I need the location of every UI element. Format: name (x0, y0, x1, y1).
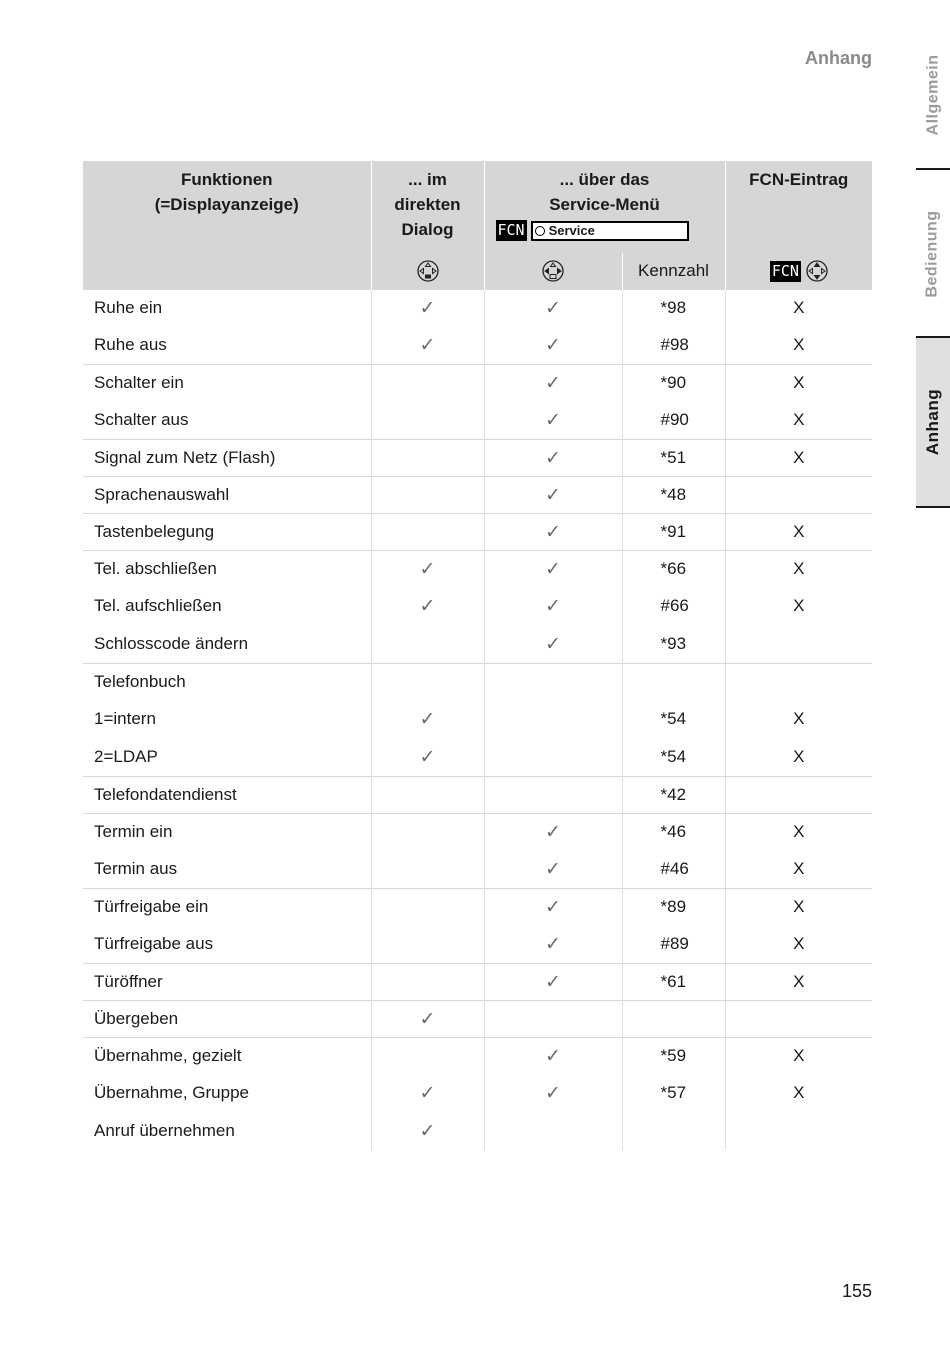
table-row (83, 889, 872, 926)
function-cell-text: Tel. abschließen (94, 559, 217, 578)
direct-dialog-cell (371, 551, 484, 588)
fcn-entry-cell (725, 1001, 872, 1038)
direct-dialog-cell (371, 964, 484, 1001)
direct-dialog-cell (371, 587, 484, 625)
table-row (83, 290, 872, 327)
checkmark-icon: ✓ (545, 521, 561, 543)
header-text: ... über das (559, 170, 650, 189)
service-menu-cell (484, 551, 622, 588)
fcn-entry-cell (725, 889, 872, 926)
function-cell (83, 964, 371, 1001)
kennzahl-cell-text: *66 (660, 559, 687, 578)
fcn-entry-cell (725, 514, 872, 551)
kennzahl-cell (622, 1074, 725, 1112)
checkmark-icon: ✓ (419, 334, 436, 356)
function-cell (83, 1001, 371, 1038)
side-tab-bedienung[interactable] (916, 170, 950, 338)
fcn-entry-cell (725, 477, 872, 514)
kennzahl-cell (622, 738, 725, 777)
function-cell-text: Übergeben (94, 1009, 179, 1028)
checkmark-icon: ✓ (545, 821, 561, 843)
checkmark-icon: ✓ (545, 409, 561, 431)
function-cell-text: Schlosscode ändern (94, 634, 249, 653)
section-title: Anhang (805, 48, 872, 68)
direct-dialog-cell (371, 700, 484, 738)
function-cell-text: Übernahme, Gruppe (94, 1083, 249, 1102)
fcn-entry-cell (725, 964, 872, 1001)
service-menu-cell (484, 1112, 622, 1150)
checkmark-icon: ✓ (419, 1082, 436, 1104)
fcn-entry-cell-text: X (793, 298, 805, 317)
radio-circle-icon (535, 226, 545, 236)
fcn-entry-cell (725, 1074, 872, 1112)
direct-dialog-cell (371, 477, 484, 514)
function-cell (83, 664, 371, 701)
fcn-entry-cell-text: X (793, 709, 805, 728)
direct-dialog-cell (371, 1074, 484, 1112)
function-cell (83, 889, 371, 926)
table-row (83, 625, 872, 664)
service-menu-cell (484, 664, 622, 701)
service-menu-cell (484, 1001, 622, 1038)
checkmark-icon: ✓ (545, 1082, 561, 1104)
function-cell (83, 1112, 371, 1150)
checkmark-icon: ✓ (545, 971, 561, 993)
function-cell (83, 290, 371, 327)
direct-dialog-cell (371, 365, 484, 402)
service-menu-cell (484, 925, 622, 964)
kennzahl-cell-text: *54 (660, 709, 687, 728)
checkmark-icon: ✓ (419, 1120, 436, 1142)
kennzahl-cell (622, 1038, 725, 1075)
function-cell (83, 514, 371, 551)
function-cell (83, 925, 371, 964)
fcn-entry-cell (725, 738, 872, 777)
header-text: Service-Menü (549, 195, 660, 214)
header-text: Dialog (401, 220, 454, 239)
kennzahl-cell-text: #98 (660, 335, 689, 354)
function-cell (83, 326, 371, 365)
side-tab-divider (916, 506, 950, 508)
function-cell (83, 401, 371, 440)
kennzahl-cell-text: #89 (660, 934, 689, 953)
kennzahl-cell (622, 477, 725, 514)
function-cell-text: Tel. aufschließen (94, 596, 222, 615)
function-cell (83, 814, 371, 851)
header-direkter-dialog (371, 161, 484, 253)
fcn-entry-cell-text: X (793, 1046, 805, 1065)
function-cell-text: 2=LDAP (94, 747, 158, 766)
header-text: ... im (408, 170, 447, 189)
service-menu-cell (484, 889, 622, 926)
direct-dialog-cell (371, 625, 484, 664)
kennzahl-cell (622, 365, 725, 402)
table-body (83, 290, 872, 1151)
kennzahl-cell (622, 700, 725, 738)
service-menu-cell (484, 814, 622, 851)
kennzahl-cell (622, 664, 725, 701)
service-display-row (485, 217, 725, 245)
kennzahl-cell (622, 290, 725, 327)
function-cell (83, 477, 371, 514)
kennzahl-cell-text: *90 (660, 373, 687, 392)
service-menu-cell (484, 401, 622, 440)
service-menu-cell (484, 514, 622, 551)
fcn-entry-cell (725, 440, 872, 477)
direct-dialog-cell (371, 401, 484, 440)
fcn-entry-cell (725, 401, 872, 440)
fcn-entry-cell (725, 587, 872, 625)
table-row (83, 440, 872, 477)
kennzahl-cell (622, 925, 725, 964)
checkmark-icon: ✓ (545, 297, 561, 319)
function-cell-text: 1=intern (94, 709, 156, 728)
fcn-entry-cell (725, 814, 872, 851)
table-row (83, 777, 872, 814)
side-tab-anhang[interactable] (916, 338, 950, 506)
kennzahl-cell (622, 326, 725, 365)
kennzahl-cell-text: *51 (660, 448, 687, 467)
subheader-nav-key (371, 253, 484, 290)
direct-dialog-cell (371, 814, 484, 851)
direct-dialog-cell (371, 1038, 484, 1075)
kennzahl-cell-text: *98 (660, 298, 687, 317)
function-cell (83, 551, 371, 588)
function-cell-text: Übernahme, gezielt (94, 1046, 242, 1065)
fcn-entry-cell (725, 1112, 872, 1150)
direct-dialog-cell (371, 326, 484, 365)
checkmark-icon: ✓ (545, 334, 561, 356)
fcn-entry-cell-text: X (793, 972, 805, 991)
function-cell-text: Türfreigabe aus (94, 934, 214, 953)
table-row (83, 1038, 872, 1075)
fcn-key-label: FCN (771, 261, 799, 280)
direct-dialog-cell (371, 850, 484, 889)
function-code-table (83, 161, 872, 1150)
function-cell-text: Sprachenauswahl (94, 485, 230, 504)
table-row (83, 587, 872, 625)
function-cell-text: Türöffner (94, 972, 163, 991)
checkmark-icon: ✓ (545, 1045, 561, 1067)
service-display-field (531, 221, 689, 241)
direct-dialog-cell (371, 925, 484, 964)
kennzahl-cell (622, 551, 725, 588)
function-cell-text: Schalter aus (94, 410, 189, 429)
kennzahl-cell-text: *93 (660, 634, 687, 653)
checkmark-icon: ✓ (545, 933, 561, 955)
function-cell-text: Termin aus (94, 859, 178, 878)
function-cell-text: Ruhe aus (94, 335, 167, 354)
service-menu-cell (484, 440, 622, 477)
checkmark-icon: ✓ (419, 595, 436, 617)
function-cell (83, 1038, 371, 1075)
kennzahl-cell (622, 814, 725, 851)
kennzahl-cell-text: *57 (660, 1083, 687, 1102)
kennzahl-cell-text: *54 (660, 747, 687, 766)
service-menu-cell (484, 625, 622, 664)
service-menu-cell (484, 700, 622, 738)
function-cell-text: Telefondatendienst (94, 785, 237, 804)
service-field-text: Service (548, 223, 595, 239)
direct-dialog-cell (371, 290, 484, 327)
direct-dialog-cell (371, 664, 484, 701)
checkmark-icon: ✓ (419, 746, 436, 768)
checkmark-icon: ✓ (419, 708, 436, 730)
side-tab-allgemein[interactable] (916, 20, 950, 170)
table-row (83, 401, 872, 440)
direct-dialog-cell (371, 440, 484, 477)
function-cell-text: Schalter ein (94, 373, 184, 392)
kennzahl-cell (622, 401, 725, 440)
service-menu-cell (484, 777, 622, 814)
service-menu-cell (484, 738, 622, 777)
kennzahl-cell-text: *48 (660, 485, 687, 504)
kennzahl-cell-text: #90 (660, 410, 689, 429)
header-text: direkten (394, 195, 461, 214)
service-menu-cell (484, 1038, 622, 1075)
table-row (83, 477, 872, 514)
service-menu-cell (484, 1074, 622, 1112)
kennzahl-cell (622, 514, 725, 551)
direct-dialog-cell (371, 889, 484, 926)
direct-dialog-cell (371, 514, 484, 551)
checkmark-icon: ✓ (419, 1008, 436, 1030)
service-menu-cell (484, 850, 622, 889)
fcn-entry-cell-text: X (793, 822, 805, 841)
fcn-entry-cell (725, 777, 872, 814)
kennzahl-cell-text: *91 (660, 522, 687, 541)
function-cell-text: Signal zum Netz (Flash) (94, 448, 276, 467)
subheader-kennzahl: Kennzahl (622, 253, 725, 290)
fcn-entry-cell (725, 365, 872, 402)
fcn-entry-cell-text: X (793, 897, 805, 916)
kennzahl-cell-text: *61 (660, 972, 687, 991)
header-service-menu (484, 161, 725, 253)
checkmark-icon: ✓ (419, 297, 436, 319)
kennzahl-cell (622, 889, 725, 926)
kennzahl-cell-text: *59 (660, 1046, 687, 1065)
service-menu-cell (484, 365, 622, 402)
kennzahl-cell (622, 1112, 725, 1150)
header-text: Funktionen (180, 170, 273, 189)
service-menu-cell (484, 587, 622, 625)
fcn-entry-cell (725, 1038, 872, 1075)
table-row (83, 664, 872, 701)
subheader-fcn-nav (725, 253, 872, 290)
fcn-entry-cell (725, 850, 872, 889)
kennzahl-cell-text: #66 (660, 596, 689, 615)
subheader-nav-key (484, 253, 622, 290)
checkmark-icon: ✓ (419, 558, 436, 580)
kennzahl-cell (622, 964, 725, 1001)
side-tab-label: Allgemein (924, 54, 941, 136)
table-row (83, 514, 872, 551)
table-row (83, 326, 872, 365)
fcn-entry-cell (725, 290, 872, 327)
table-row (83, 814, 872, 851)
fcn-entry-cell (725, 700, 872, 738)
service-menu-cell (484, 326, 622, 365)
fcn-entry-cell-text: X (793, 596, 805, 615)
fcn-entry-cell (725, 625, 872, 664)
fcn-entry-cell-text: X (793, 410, 805, 429)
service-menu-cell (484, 477, 622, 514)
checkmark-icon: ✓ (545, 558, 561, 580)
header-text: (=Displayanzeige) (154, 195, 299, 214)
kennzahl-cell (622, 1001, 725, 1038)
checkmark-icon: ✓ (545, 484, 561, 506)
side-tab-navigation (916, 0, 950, 520)
checkmark-icon: ✓ (545, 896, 561, 918)
table-row (83, 964, 872, 1001)
function-cell (83, 777, 371, 814)
direct-dialog-cell (371, 738, 484, 777)
direct-dialog-cell (371, 1112, 484, 1150)
fcn-entry-cell-text: X (793, 373, 805, 392)
kennzahl-cell (622, 587, 725, 625)
fcn-entry-cell (725, 551, 872, 588)
fcn-entry-cell (725, 925, 872, 964)
table-row (83, 1001, 872, 1038)
side-tab-label: Bedienung (924, 210, 942, 298)
direct-dialog-cell (371, 777, 484, 814)
subheader-empty (83, 253, 371, 290)
checkmark-icon: ✓ (545, 595, 561, 617)
kennzahl-cell (622, 777, 725, 814)
function-cell-text: Telefonbuch (94, 672, 186, 691)
header-funktionen (83, 161, 371, 253)
function-cell (83, 1074, 371, 1112)
navigation-key-icon (417, 260, 439, 282)
function-cell (83, 587, 371, 625)
navigation-key-icon (542, 260, 564, 282)
fcn-entry-cell-text: X (793, 559, 805, 578)
fcn-entry-cell-text: X (793, 859, 805, 878)
fcn-entry-cell (725, 664, 872, 701)
kennzahl-cell (622, 625, 725, 664)
table-row (83, 850, 872, 889)
table-row (83, 365, 872, 402)
navigation-key-icon (806, 260, 828, 282)
table-row (83, 551, 872, 588)
fcn-key-label: FCN (497, 221, 525, 240)
checkmark-icon: ✓ (545, 858, 561, 880)
function-cell (83, 365, 371, 402)
function-cell-text: Türfreigabe ein (94, 897, 209, 916)
function-cell (83, 700, 371, 738)
kennzahl-cell-text: #46 (660, 859, 689, 878)
checkmark-icon: ✓ (545, 372, 561, 394)
function-cell (83, 625, 371, 664)
function-cell-text: Ruhe ein (94, 298, 163, 317)
fcn-entry-cell (725, 326, 872, 365)
fcn-entry-cell-text: X (793, 747, 805, 766)
function-cell (83, 738, 371, 777)
service-menu-cell (484, 964, 622, 1001)
fcn-entry-cell-text: X (793, 522, 805, 541)
kennzahl-cell (622, 850, 725, 889)
service-menu-cell (484, 290, 622, 327)
fcn-entry-cell-text: X (793, 934, 805, 953)
side-tab-label: Anhang (923, 388, 942, 456)
function-cell-text: Termin ein (94, 822, 173, 841)
function-cell (83, 850, 371, 889)
kennzahl-cell-text: *42 (660, 785, 687, 804)
table-row (83, 925, 872, 964)
table-row (83, 1074, 872, 1112)
kennzahl-cell (622, 440, 725, 477)
fcn-entry-cell-text: X (793, 448, 805, 467)
direct-dialog-cell (371, 1001, 484, 1038)
header-text: FCN-Eintrag (749, 170, 849, 189)
table-row (83, 1112, 872, 1150)
header-fcn-eintrag (725, 161, 872, 253)
table-row (83, 738, 872, 777)
checkmark-icon: ✓ (545, 447, 561, 469)
table-row (83, 700, 872, 738)
fcn-entry-cell-text: X (793, 1083, 805, 1102)
function-cell-text: Tastenbelegung (94, 522, 215, 541)
kennzahl-cell-text: *89 (660, 897, 687, 916)
function-cell-text: Anruf übernehmen (94, 1121, 235, 1140)
kennzahl-cell-text: *46 (660, 822, 687, 841)
function-cell (83, 440, 371, 477)
page-number: 155 (841, 1281, 872, 1301)
fcn-entry-cell-text: X (793, 335, 805, 354)
checkmark-icon: ✓ (545, 633, 561, 655)
